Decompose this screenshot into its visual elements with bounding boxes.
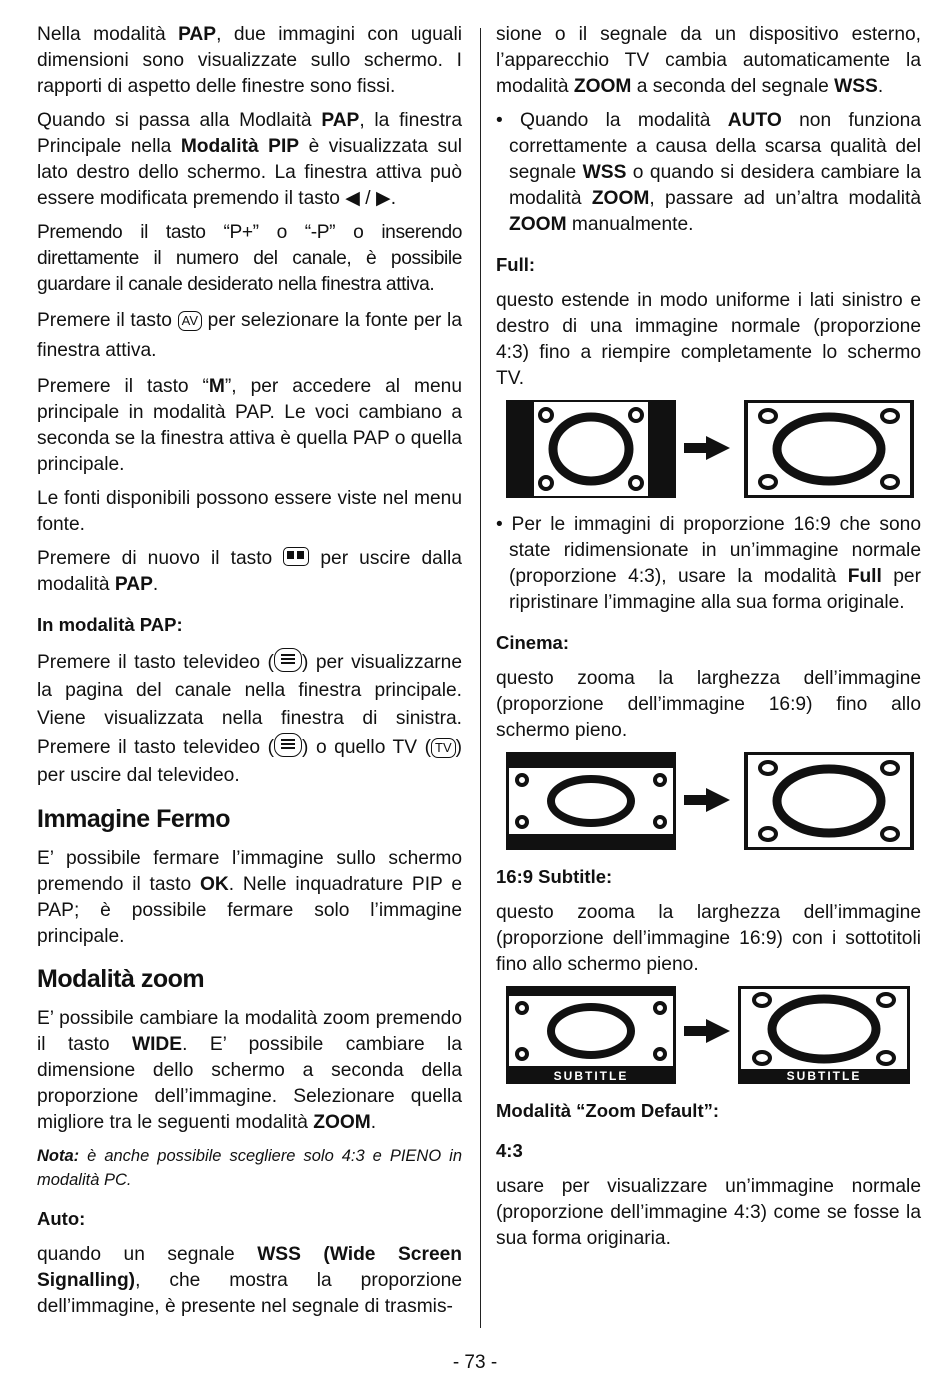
teletext-text: Premere il tasto televideo ( ) per visualizzarne la pagina del canale nella finestra principale. Viene visualizzata nella finestra di sinistra. Premere il tasto televideo ( ) o quello TV ( TV ) per uscire dal televideo. [37,648,462,790]
auto-heading: Auto: [37,1208,86,1229]
subtitle-label: SUBTITLE [553,1069,629,1083]
subtitle-text: questo zooma la larghezza dell’immagine (proporzione dell’immagine 16:9) con i sottotitoli fino allo schermo pieno. [496,902,921,975]
pap-switch: Quando si passa alla Modlaità PAP, la finestra Principale nella Modalità PIP è visualizzata sul lato destro dello schermo. La finestra attiva può essere modificata premendo il tasto ◀ / ▶. [37,110,463,209]
cinema-heading: Cinema: [496,632,569,653]
left-right-arrow-keys-icon: ◀ / ▶ [345,188,391,209]
full-text: questo estende in modo uniforme i lati sinistro e destro di una immagine normale (proporzione 4:3) fino a riempire completamente lo schermo TV. [496,290,921,389]
full-mode-illustration [506,400,922,498]
menu-access: Premere il tasto “M”, per accedere al menu principale in modalità PAP. Le voci cambiano a seconda se la finestra attiva è quella PAP o quella principale. [37,376,462,475]
left-column [37,22,462,1328]
av-key-icon: AV [178,311,202,331]
exit-pap: Premere di nuovo il tasto per uscire dalla modalità PAP. [37,548,462,595]
four-three-heading: 4:3 [496,1140,523,1161]
note: Nota: è anche possibile scegliere solo 4:3 e PIENO in modalità PC. [37,1147,462,1189]
right-column [496,22,921,1260]
source-menu: Le fonti disponibili possono essere viste nel menu fonte. [37,488,462,535]
pap-key-icon [283,547,309,566]
cinema-text: questo zooma la larghezza dell’immagine (proporzione dell’immagine 16:9) fino allo schermo pieno. [496,668,921,741]
column-divider [480,28,481,1328]
full-bullet: • Per le immagini di proporzione 16:9 che sono state ridimensionate in un’immagine normale (proporzione 4:3), usare la modalità Full per ripristinare l’immagine alla sua forma originale. [496,514,921,613]
auto-text: quando un segnale WSS (Wide Screen Signalling), che mostra la proporzione dell’immagine, è presente nel segnale di trasmis- [37,1244,463,1317]
zoom-text: E’ possibile cambiare la modalità zoom premendo il tasto WIDE. E’ possibile cambiare la dimensione dello schermo a seconda della proporzione dell’immagine. Selezionare quella migliore tra le seguenti modalità ZOOM. [37,1008,462,1133]
auto-bullet: • Quando la modalità AUTO non funziona correttamente a causa della scarsa qualità del segnale WSS o quando si desidera cambiare la modalità ZOOM, passare ad un’altra modalità ZOOM manualmente. [496,110,922,235]
full-heading: Full: [496,254,536,275]
in-pap-heading: In modalità PAP: [37,614,183,635]
subtitle-label: SUBTITLE [786,1069,862,1083]
teletext-key-icon [274,733,302,757]
section-heading-zoom: Modalità zoom [37,965,205,993]
source-select: Premere il tasto AV per selezionare la fonte per la finestra attiva. [37,310,462,361]
cinema-mode-illustration [506,752,922,850]
subtitle-mode-illustration [506,986,922,1084]
pap-intro: Nella modalità PAP, due immagini con uguali dimensioni sono visualizzate sullo schermo. I rapporti di aspetto delle finestre sono fissi. [37,24,462,97]
auto-text-continued: sione o il segnale da un dispositivo esterno, l’apparecchio TV cambia automaticamente la modalità ZOOM a seconda del segnale WSS. [496,24,921,97]
teletext-key-icon [274,648,302,672]
page-number: - 73 - [452,1352,498,1373]
channel-change: Premendo il tasto “P+” o “-P” o inserendo direttamente il numero del canale, è possibile guardare il canale desiderato nella finestra attiva. [37,222,462,295]
zoom-default-heading: Modalità “Zoom Default”: [496,1100,720,1121]
four-three-text: usare per visualizzare un’immagine normale (proporzione dell’immagine 4:3) come se fosse la sua forma originaria. [496,1176,921,1249]
section-heading-freeze: Immagine Fermo [37,805,231,833]
freeze-text: E’ possibile fermare l’immagine sullo schermo premendo il tasto OK. Nelle inquadrature PIP e PAP; è possibile fermare solo l’immagine principale. [37,848,462,947]
tv-key-icon: TV [431,738,456,758]
subtitle-heading: 16:9 Subtitle: [496,866,613,887]
